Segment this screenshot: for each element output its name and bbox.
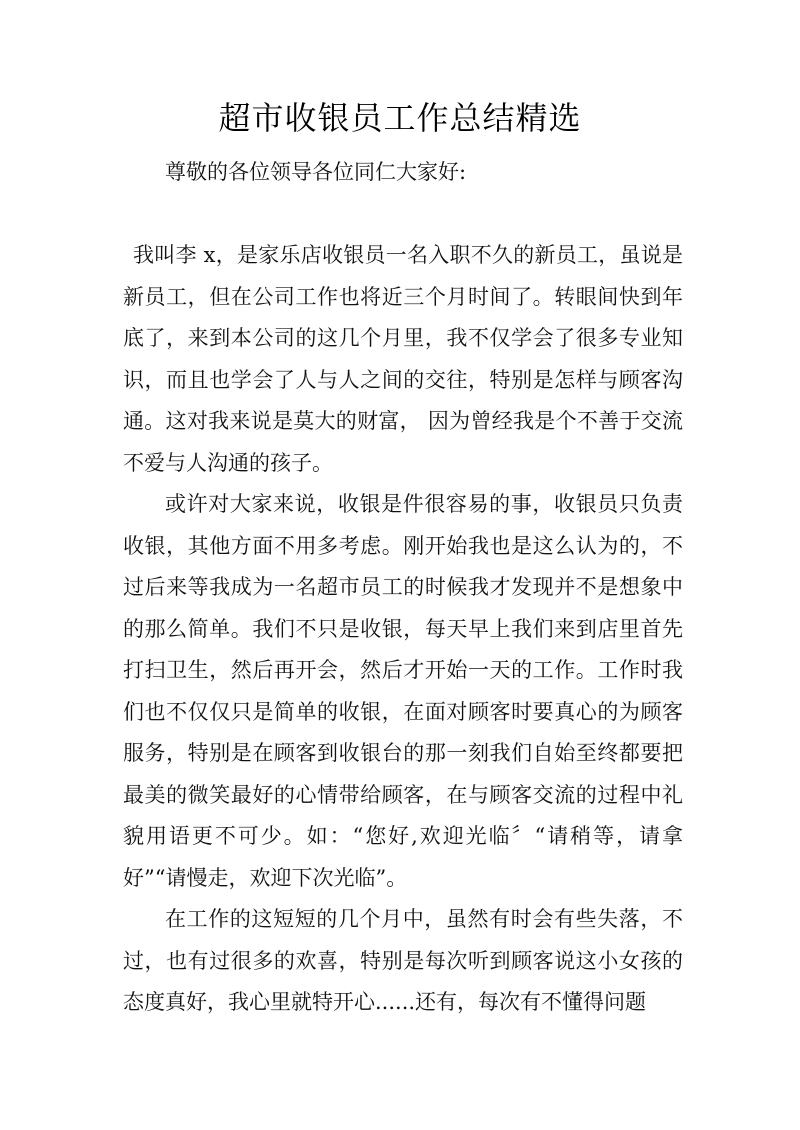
salutation: 尊敬的各位领导各位同仁大家好: bbox=[165, 160, 467, 184]
paragraph-3: 在工作的这短短的几个月中，虽然有时会有些失落，不过，也有过很多的欢喜，特别是每次听到顾客说这小女孩的态度真好，我心里就特开心......还有，每次有不懂得问题 bbox=[123, 907, 683, 1014]
paragraph-1: 我叫李 x，是家乐店收银员一名入职不久的新员工，虽说是新员工，但在公司工作也将近三个月时间了。转眼间快到年底了，来到本公司的这几个月里，我不仅学会了很多专业知识，而且也学会了人与人之间的交往，特别是怎样与顾客沟通。这对我来说是莫大的财富， 因为曾经我是个不善于交流不爱与人沟通的孩子。 bbox=[123, 243, 683, 475]
document-body bbox=[123, 152, 683, 1024]
paragraph-2: 或许对大家来说，收银是件很容易的事，收银员只负责收银，其他方面不用多考虑。刚开始我也是这么认为的，不过后来等我成为一名超市员工的时候我才发现并不是想象中的那么简单。我们不只是收银，每天早上我们来到店里首先打扫卫生，然后再开会，然后才开始一天的工作。工作时我们也不仅仅只是简单的收银，在面对顾客时要真心的为顾客服务，特别是在顾客到收银台的那一刻我们自始至终都要把最美的微笑最好的心情带给顾客，在与顾客交流的过程中礼貌用语更不可少。如：“您好,欢迎光临〞“请稍等，请拿好”“请慢走，欢迎下次光临”。 bbox=[123, 492, 683, 890]
document-title: 超市收银员工作总结精选 bbox=[218, 99, 582, 137]
